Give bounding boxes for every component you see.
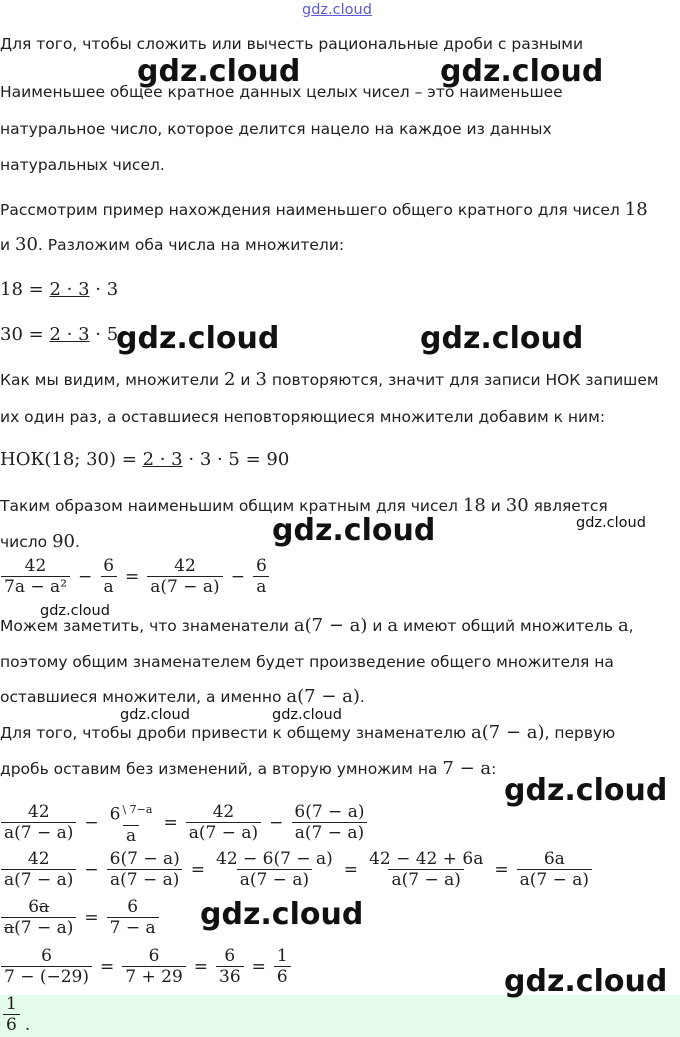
- factorization-18: [0, 280, 118, 300]
- fraction: [100, 557, 117, 597]
- t2-5b: :: [491, 760, 497, 778]
- t2-4a: Для того, чтобы дроби привести к общему знаменателю: [0, 724, 467, 742]
- text2-line-3: [0, 687, 365, 707]
- denominator: [1, 917, 76, 938]
- denominator: 7 − (−29): [1, 966, 92, 987]
- theory-line-6-rest: . Разложим оба числа на множители:: [37, 236, 345, 254]
- factorization-30: [0, 325, 118, 345]
- theory-line-8: их один раз, а оставшиеся неповторяющиеся множители добавим к ним:: [0, 408, 606, 426]
- numerator: 6: [127, 897, 139, 917]
- line7c: повторяются, значит для записи НОК запишем: [271, 371, 659, 389]
- text2-line-2: поэтому общим знаменателем будет произведение общего множителя на: [0, 653, 614, 671]
- operator: =: [125, 567, 140, 587]
- fraction: [253, 557, 270, 597]
- numerator: 42 − 6(7 − a): [216, 849, 333, 869]
- numerator: [25, 898, 52, 917]
- theory-line-5: [0, 200, 648, 220]
- numerator-coef: 6: [28, 897, 40, 917]
- watermark: gdz.cloud: [272, 707, 342, 723]
- t2-1c: имеют общий множитель: [403, 617, 613, 635]
- conj-and: и: [0, 236, 11, 254]
- fraction: [1, 947, 92, 987]
- fraction: [147, 557, 222, 597]
- fraction: [274, 947, 291, 987]
- denominator: a: [101, 576, 117, 597]
- operator: −: [84, 812, 99, 833]
- numerator: 6(7 − a): [294, 801, 365, 822]
- answer-period: .: [24, 1015, 31, 1035]
- fraction: [1, 557, 70, 597]
- denominator-rest: (7 − a): [14, 918, 74, 938]
- watermark: gdz.cloud: [576, 515, 646, 531]
- fact30-common: 2 · 3: [49, 324, 90, 345]
- denominator: a: [253, 576, 269, 597]
- answer-box: [0, 995, 680, 1037]
- numerator: 42: [27, 849, 50, 869]
- denominator: 7 − a: [107, 917, 159, 938]
- fraction: [122, 947, 186, 987]
- line10a: число: [0, 533, 48, 551]
- denominator: a(7 − a): [107, 869, 182, 890]
- numerator: [107, 800, 156, 825]
- operator: −: [77, 567, 93, 587]
- nok-lhs: НОК(18; 30) =: [0, 449, 137, 470]
- operator: =: [343, 860, 359, 880]
- numerator: 42: [174, 556, 196, 576]
- line7b: и: [240, 371, 251, 389]
- watermark: gdz.cloud: [504, 964, 668, 999]
- denominator: 7 + 29: [122, 966, 186, 987]
- expr-a-7-a: a(7 − a): [293, 615, 368, 636]
- t2-1d: ,: [628, 617, 634, 635]
- text2-line-1: [0, 616, 634, 636]
- line9c: является: [533, 497, 608, 515]
- nok-rest: · 3 · 5 = 90: [188, 449, 290, 470]
- fraction: [1, 898, 76, 938]
- numerator: 42 − 42 + 6a: [369, 849, 484, 869]
- numerator: 42: [212, 801, 235, 822]
- operator: −: [269, 812, 284, 833]
- denominator: a(7 − a): [186, 822, 261, 843]
- fraction: [186, 803, 261, 843]
- fact30-rest: · 5: [95, 324, 119, 345]
- expr-a: a: [387, 615, 399, 636]
- numerator-value: 6: [109, 804, 121, 825]
- theory-line-5-text: Рассмотрим пример нахождения наименьшего общего кратного для чисел: [0, 201, 620, 219]
- expr-common-denominator: a(7 − a): [286, 686, 360, 707]
- watermark: gdz.cloud: [116, 321, 280, 356]
- t2-3b: .: [359, 688, 365, 706]
- watermark: gdz.cloud: [272, 513, 436, 548]
- cancelled-a: a: [4, 918, 15, 938]
- answer-value: [2, 995, 30, 1035]
- denominator: a(7 − a): [517, 869, 592, 890]
- theory-line-3: натуральное число, которое делится нацело на каждое из данных: [0, 120, 552, 138]
- equation-5: [0, 947, 292, 987]
- nok-equation: [0, 450, 289, 470]
- numerator: 6: [224, 946, 236, 966]
- theory-line-10: [0, 532, 80, 552]
- theory-line-7: [0, 370, 659, 390]
- text2-line-4: [0, 723, 615, 743]
- theory-line-4: натуральных чисел.: [0, 156, 165, 174]
- equation-4: [0, 898, 160, 938]
- fraction: [517, 850, 592, 890]
- fact18-rest: · 3: [95, 279, 119, 300]
- t2-1b: и: [372, 617, 383, 635]
- number-90: 90: [52, 531, 75, 552]
- numerator: 42: [24, 556, 47, 576]
- fraction: [107, 800, 156, 846]
- watermark: gdz.cloud: [120, 707, 190, 723]
- operator: =: [494, 860, 509, 880]
- numerator: 1: [6, 994, 17, 1014]
- numerator: 6: [41, 946, 52, 966]
- fraction: [366, 850, 486, 890]
- watermark: gdz.cloud: [420, 321, 584, 356]
- fraction: [213, 850, 336, 890]
- fraction: [1, 803, 76, 843]
- denominator: a(7 − a): [1, 869, 76, 890]
- operator: −: [230, 567, 245, 587]
- fraction: [216, 947, 244, 987]
- numerator: 6: [148, 946, 160, 966]
- line10b: .: [75, 533, 80, 551]
- factor-2: 2: [224, 369, 236, 390]
- operator: −: [84, 860, 99, 880]
- t2-5a: дробь оставим без изменений, а вторую умножим на: [0, 760, 438, 778]
- denominator: a(7 − a): [1, 822, 76, 843]
- cancelled-a: a: [39, 897, 50, 917]
- equation-3: [0, 850, 593, 890]
- denominator: a(7 − a): [388, 869, 463, 890]
- operator: =: [163, 812, 178, 833]
- fraction: [291, 803, 367, 843]
- fraction: [107, 898, 159, 938]
- denominator: 6: [274, 966, 291, 987]
- expr-a-common: a: [617, 615, 629, 636]
- denominator: a: [123, 825, 139, 846]
- line9b: и: [490, 497, 501, 515]
- theory-line-2: Наименьшее общее кратное данных целых чисел – это наименьшее: [0, 83, 563, 101]
- fact18-common: 2 · 3: [49, 279, 90, 300]
- fact30-lhs: 30 =: [0, 324, 44, 345]
- denominator: a(7 − a): [147, 576, 222, 597]
- operator: =: [193, 957, 209, 977]
- t2-1a: Можем заметить, что знаменатели: [0, 617, 289, 635]
- watermark: gdz.cloud: [200, 897, 364, 932]
- t2-4b: , первую: [544, 724, 616, 742]
- multiplier-annotation: \ 7−a: [122, 803, 153, 816]
- numerator: 6: [103, 556, 115, 576]
- fact18-lhs: 18 =: [0, 279, 44, 300]
- operator: =: [100, 957, 115, 977]
- numerator: 6(7 − a): [109, 849, 180, 869]
- site-link[interactable]: gdz.cloud: [302, 2, 372, 18]
- watermark: gdz.cloud: [40, 603, 110, 619]
- operator: =: [84, 908, 99, 928]
- text2-line-5: [0, 759, 496, 779]
- numerator: 1: [276, 946, 288, 966]
- nok-common: 2 · 3: [142, 449, 183, 470]
- number-30-b: 30: [505, 495, 529, 516]
- t2-3a: оставшиеся множители, а именно: [0, 688, 282, 706]
- numerator: 42: [27, 801, 50, 822]
- operator: =: [190, 860, 205, 880]
- line9a: Таким образом наименьшим общим кратным для чисел: [0, 497, 458, 515]
- number-18-b: 18: [462, 495, 486, 516]
- watermark: gdz.cloud: [504, 773, 668, 808]
- denominator: 36: [216, 966, 244, 987]
- line7a: Как мы видим, множители: [0, 371, 220, 389]
- number-30: 30: [15, 234, 38, 255]
- operator: =: [251, 957, 266, 977]
- watermark: gdz.cloud: [440, 54, 604, 89]
- numerator: 6: [255, 556, 267, 576]
- factor-3: 3: [255, 369, 267, 390]
- theory-line-6: [0, 235, 344, 255]
- expr-multiplier: 7 − a: [442, 758, 492, 779]
- number-18: 18: [624, 199, 648, 220]
- denominator: a(7 − a): [237, 869, 312, 890]
- numerator: 6a: [543, 849, 565, 869]
- expr-common-denominator-b: a(7 − a): [470, 722, 545, 743]
- equation-1: [0, 557, 271, 597]
- theory-line-1: Для того, чтобы сложить или вычесть рациональные дроби с разными: [0, 35, 584, 53]
- fraction: [1, 850, 76, 890]
- fraction: [107, 850, 183, 890]
- denominator: 6: [3, 1014, 20, 1035]
- watermark: gdz.cloud: [137, 54, 301, 89]
- denominator: a(7 − a): [292, 822, 367, 843]
- denominator: 7a − a²: [1, 576, 70, 597]
- equation-2: [0, 800, 368, 846]
- fraction: [3, 995, 20, 1035]
